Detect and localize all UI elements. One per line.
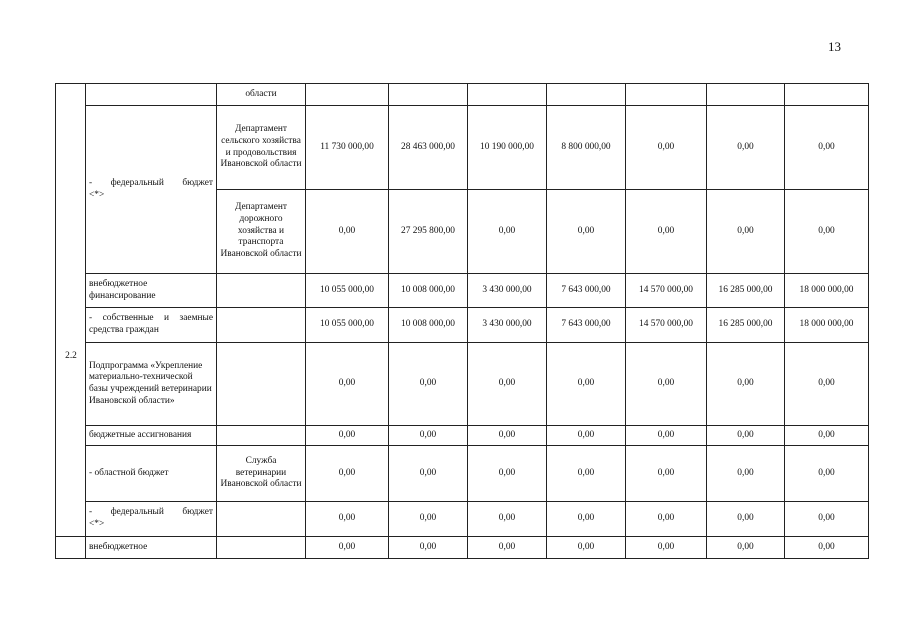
name-line: <*> [89, 519, 105, 529]
value-cell: 0,00 [468, 426, 547, 446]
executor-cell [217, 343, 306, 426]
table-row [56, 426, 869, 446]
table-row [56, 308, 869, 343]
table-row [56, 446, 869, 502]
table-row [56, 537, 869, 559]
value-cell: 18 000 000,00 [785, 274, 869, 308]
value-cell: 3 430 000,00 [468, 274, 547, 308]
value-cell: 0,00 [306, 190, 389, 274]
value-cell: 0,00 [707, 537, 785, 559]
value-cell: 0,00 [389, 343, 468, 426]
executor-cell [217, 537, 306, 559]
name-cell [86, 502, 217, 537]
value-cell: 0,00 [785, 190, 869, 274]
value-cell: 14 570 000,00 [626, 308, 707, 343]
table-row [56, 343, 869, 426]
value-cell: 0,00 [785, 537, 869, 559]
name-line: средства граждан [89, 325, 159, 335]
name-cell: бюджетные ассигнования [86, 426, 217, 446]
executor-cell [217, 502, 306, 537]
value-cell: 0,00 [626, 502, 707, 537]
table-row [56, 84, 869, 106]
value-cell: 0,00 [626, 106, 707, 190]
value-cell: 0,00 [785, 446, 869, 502]
executor-cell [217, 308, 306, 343]
name-cell [86, 106, 217, 274]
value-cell: 0,00 [468, 343, 547, 426]
executor-cell: Служба ветеринарии Ивановской области [217, 446, 306, 502]
name-cell: внебюджетное [86, 537, 217, 559]
row-index-label: 2.2 [65, 351, 77, 361]
name-line: - федеральный бюджет [89, 177, 213, 188]
value-cell: 0,00 [306, 343, 389, 426]
executor-cell [217, 426, 306, 446]
value-cell: 7 643 000,00 [547, 274, 626, 308]
value-cell: 0,00 [626, 343, 707, 426]
value-cell: 0,00 [707, 343, 785, 426]
value-cell: 10 055 000,00 [306, 274, 389, 308]
value-cell: 11 730 000,00 [306, 106, 389, 190]
value-cell: 10 008 000,00 [389, 274, 468, 308]
value-cell: 0,00 [547, 343, 626, 426]
table-row [56, 274, 869, 308]
name-cell: - областной бюджет [86, 446, 217, 502]
table-row [56, 502, 869, 537]
value-cell: 0,00 [547, 502, 626, 537]
name-cell [86, 84, 217, 106]
executor-cell [217, 274, 306, 308]
value-cell: 0,00 [626, 190, 707, 274]
name-cell: Подпрограмма «Укрепление материально-технической базы учреждений ветеринарии Ивановской области» [86, 343, 217, 426]
index-cell [56, 84, 86, 537]
value-cell: 18 000 000,00 [785, 308, 869, 343]
budget-table [55, 83, 869, 559]
name-line: - собственные и заемные [89, 313, 213, 324]
value-cell: 0,00 [389, 502, 468, 537]
value-cell: 0,00 [547, 446, 626, 502]
value-cell: 0,00 [785, 426, 869, 446]
value-cell: 0,00 [707, 446, 785, 502]
name-cell: внебюджетное финансирование [86, 274, 217, 308]
executor-cell: Департамент дорожного хозяйства и транспорта Ивановской области [217, 190, 306, 274]
value-cell: 0,00 [468, 446, 547, 502]
value-cell: 10 008 000,00 [389, 308, 468, 343]
name-line: - федеральный бюджет [89, 507, 213, 518]
value-cell: 8 800 000,00 [547, 106, 626, 190]
value-cell: 0,00 [626, 446, 707, 502]
value-cell: 0,00 [389, 446, 468, 502]
value-cell: 0,00 [306, 537, 389, 559]
value-cell: 0,00 [306, 446, 389, 502]
value-cell: 0,00 [547, 426, 626, 446]
value-cell: 14 570 000,00 [626, 274, 707, 308]
value-cell: 0,00 [389, 426, 468, 446]
value-cell: 3 430 000,00 [468, 308, 547, 343]
value-cell: 0,00 [707, 190, 785, 274]
value-cell: 0,00 [389, 537, 468, 559]
value-cell: 16 285 000,00 [707, 274, 785, 308]
value-cell: 7 643 000,00 [547, 308, 626, 343]
index-cell [56, 537, 86, 559]
value-cell: 0,00 [707, 106, 785, 190]
value-cell: 27 295 800,00 [389, 190, 468, 274]
name-line: <*> [89, 189, 105, 200]
value-cell: 0,00 [785, 106, 869, 190]
value-cell: 0,00 [306, 426, 389, 446]
page-number: 13 [828, 39, 841, 54]
value-cell: 0,00 [306, 502, 389, 537]
value-cell: 0,00 [468, 502, 547, 537]
table-row [56, 106, 869, 190]
value-cell: 0,00 [547, 190, 626, 274]
executor-cell: области [217, 84, 306, 106]
value-cell: 10 055 000,00 [306, 308, 389, 343]
value-cell: 10 190 000,00 [468, 106, 547, 190]
value-cell: 0,00 [468, 537, 547, 559]
value-cell: 0,00 [707, 502, 785, 537]
value-cell: 0,00 [547, 537, 626, 559]
value-cell: 0,00 [626, 537, 707, 559]
value-cell: 0,00 [785, 502, 869, 537]
value-cell: 16 285 000,00 [707, 308, 785, 343]
value-cell: 0,00 [707, 426, 785, 446]
value-cell: 0,00 [468, 190, 547, 274]
value-cell: 0,00 [785, 343, 869, 426]
value-cell: 28 463 000,00 [389, 106, 468, 190]
executor-cell: Департамент сельского хозяйства и продовольствия Ивановской области [217, 106, 306, 190]
value-cell: 0,00 [626, 426, 707, 446]
name-cell [86, 308, 217, 343]
